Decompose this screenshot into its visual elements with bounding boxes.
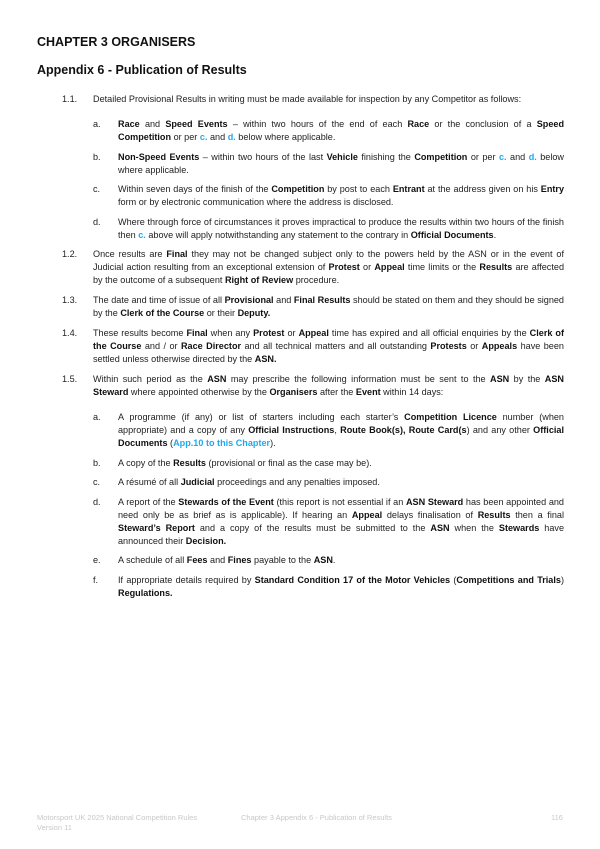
text-run: time has expired and all official enquiries by the bbox=[328, 328, 530, 338]
text-run: Where through force of circumstances it proves impractical to produce the results within two hours of the finish then bbox=[118, 216, 564, 240]
cross-reference-link[interactable]: d. bbox=[528, 151, 537, 162]
sub-clause-letter: c. bbox=[93, 184, 101, 194]
footer-page-number: 116 bbox=[551, 813, 563, 822]
text-run: form or by electronic communication where the address is disclosed. bbox=[118, 197, 394, 207]
text-run: or bbox=[359, 262, 375, 272]
bold-term: Speed Events bbox=[165, 119, 228, 129]
clause-1-2 bbox=[62, 248, 564, 287]
sub-clause bbox=[93, 574, 564, 600]
bold-term: Protest bbox=[328, 262, 360, 272]
text-run: A résumé of all bbox=[118, 477, 181, 487]
footer-rules-title: Motorsport UK 2025 National Competition Rules bbox=[37, 813, 198, 822]
cross-reference-link[interactable]: App.10 to this Chapter bbox=[173, 438, 271, 448]
bold-term: Clerk of the Course bbox=[120, 308, 205, 318]
bold-term: ASN bbox=[207, 374, 227, 384]
text-run: ) and any other bbox=[466, 425, 534, 435]
cross-reference-link[interactable]: c. bbox=[498, 151, 507, 162]
text-run: – within two hours of the end of each bbox=[227, 119, 408, 129]
text-run: and bbox=[139, 119, 166, 129]
sub-clause bbox=[93, 496, 564, 548]
text-run: they may not be changed subject only to the powers held by the ASN or in the event of Judicial action resulting from an exceptional extension of bbox=[93, 249, 564, 272]
bold-term: Route Book(s), Route Card(s bbox=[340, 425, 467, 435]
sub-clause-letter: d. bbox=[93, 496, 101, 507]
bold-term: Fees bbox=[186, 555, 208, 565]
text-run: have been settled unless otherwise directed by the bbox=[93, 341, 564, 364]
bold-term: ASN bbox=[490, 374, 510, 384]
clause-text bbox=[93, 294, 564, 320]
text-run: delays finalisation of bbox=[382, 509, 478, 520]
text-run: when any bbox=[207, 328, 254, 338]
bold-term: Final bbox=[186, 328, 208, 338]
bold-term: Regulations. bbox=[118, 587, 173, 598]
appendix-title: Appendix 6 - Publication of Results bbox=[37, 63, 247, 77]
bold-term: Stewards of the Event bbox=[178, 496, 274, 507]
text-run: are affected by the outcome of a subsequent bbox=[93, 262, 564, 285]
text-run: Within seven days of the finish of the bbox=[118, 184, 272, 194]
text-run: should be stated on them and they should be signed by the bbox=[93, 295, 564, 318]
sub-clause-text bbox=[118, 216, 564, 242]
bold-term: Deputy. bbox=[237, 308, 271, 318]
bold-term: Decision. bbox=[185, 535, 227, 546]
text-run: ( bbox=[167, 438, 174, 448]
sub-clause-letter: a. bbox=[93, 119, 101, 129]
bold-term: Stewards bbox=[498, 522, 540, 533]
bold-term: Non-Speed Events bbox=[118, 151, 200, 162]
text-run: or bbox=[284, 328, 299, 338]
clause-1-5 bbox=[62, 373, 564, 399]
bold-term: Race Director bbox=[180, 341, 242, 351]
sub-clause-list bbox=[93, 118, 564, 242]
text-run: number (when appropriate) and a copy of any bbox=[118, 412, 564, 435]
sub-clause-letter: e. bbox=[93, 555, 101, 565]
bold-term: Official Documents bbox=[410, 229, 494, 240]
text-run: finishing the bbox=[357, 151, 415, 162]
text-run: A schedule of all bbox=[118, 555, 187, 565]
bold-term: Results bbox=[479, 262, 513, 272]
bold-term: Clerk of the Course bbox=[93, 328, 565, 351]
sub-clause-list bbox=[93, 411, 564, 600]
bold-term: Entrant bbox=[392, 184, 425, 194]
bold-term: Protest bbox=[253, 328, 285, 338]
sub-clause bbox=[93, 457, 564, 470]
sub-clause-text bbox=[118, 496, 564, 548]
text-run: – within two hours of the last bbox=[199, 151, 327, 162]
bold-term: ASN Steward bbox=[93, 374, 564, 397]
text-run: by post to each bbox=[324, 184, 393, 194]
bold-term: Appeals bbox=[481, 341, 518, 351]
footer-version: Version 11 bbox=[37, 823, 72, 832]
bold-term: ASN bbox=[430, 522, 450, 533]
chapter-title: CHAPTER 3 ORGANISERS bbox=[37, 35, 196, 49]
bold-term: Official Instructions bbox=[248, 425, 335, 435]
clause-1-3 bbox=[62, 294, 564, 320]
sub-clause-letter: b. bbox=[93, 151, 101, 162]
bold-term: ASN bbox=[313, 555, 333, 565]
cross-reference-link[interactable]: c. bbox=[199, 132, 208, 142]
bold-term: Results bbox=[477, 509, 511, 520]
text-run: or their bbox=[204, 308, 238, 318]
bold-term: Competition bbox=[271, 184, 325, 194]
sub-clause bbox=[93, 118, 564, 144]
footer-section: Chapter 3 Appendix 6 - Publication of Results bbox=[241, 813, 392, 822]
bold-term: Final Results bbox=[293, 295, 351, 305]
text-run: when the bbox=[449, 522, 499, 533]
text-run: A report of the bbox=[118, 496, 179, 507]
text-run: after the bbox=[317, 387, 356, 397]
text-run: then a final bbox=[510, 509, 564, 520]
sub-clause-text bbox=[118, 151, 564, 177]
text-run: or per bbox=[467, 151, 499, 162]
text-run: have announced their bbox=[118, 522, 564, 546]
sub-clause bbox=[93, 411, 564, 450]
text-run: or per bbox=[171, 132, 200, 142]
clause-text bbox=[93, 373, 564, 399]
clause-number: 1.3. bbox=[62, 295, 78, 305]
bold-term: Appeal bbox=[351, 509, 383, 520]
text-run: time limits or the bbox=[404, 262, 480, 272]
bold-term: Competition Licence bbox=[404, 412, 497, 422]
bold-term: Entry bbox=[540, 184, 564, 194]
sub-clause-text bbox=[118, 118, 564, 144]
text-run: by the bbox=[509, 374, 545, 384]
text-run: at the address given on his bbox=[424, 184, 541, 194]
clause-number: 1.2. bbox=[62, 249, 78, 259]
text-run: and bbox=[506, 151, 529, 162]
bold-term: Provisional bbox=[224, 295, 274, 305]
clause-number: 1.1. bbox=[62, 94, 78, 104]
text-run: . bbox=[332, 555, 336, 565]
clause-1-1 bbox=[62, 93, 564, 106]
text-run: ). bbox=[270, 438, 276, 448]
bold-term: Standard Condition 17 of the Motor Vehicles bbox=[254, 574, 451, 585]
text-run: and / or bbox=[141, 341, 181, 351]
text-run: and all technical matters and all outstanding bbox=[241, 341, 431, 351]
bold-term: ASN. bbox=[254, 354, 277, 364]
bold-term: Speed Competition bbox=[118, 119, 564, 142]
text-run: Detailed Provisional Results in writing must be made available for inspection by any Competitor as follows: bbox=[93, 94, 522, 104]
text-run: . bbox=[493, 229, 497, 240]
clause-text bbox=[93, 93, 564, 106]
sub-clause bbox=[93, 554, 564, 567]
text-run: where appointed otherwise by the bbox=[128, 387, 270, 397]
bold-term: ASN Steward bbox=[405, 496, 464, 507]
text-run: and bbox=[207, 132, 228, 142]
sub-clause-text bbox=[118, 457, 564, 470]
sub-clause-text bbox=[118, 554, 564, 567]
sub-clause-text bbox=[118, 574, 564, 600]
sub-clause-letter: b. bbox=[93, 457, 101, 468]
text-run: and bbox=[207, 555, 228, 565]
footer-left bbox=[37, 813, 197, 833]
sub-clause-letter: c. bbox=[93, 477, 101, 487]
bold-term: Competitions and Trials bbox=[456, 574, 561, 585]
bold-term: Organisers bbox=[269, 387, 318, 397]
text-run: (this report is not essential if an bbox=[273, 496, 406, 507]
text-run: Once results are bbox=[93, 249, 167, 259]
bold-term: Vehicle bbox=[326, 151, 358, 162]
bold-term: Appeal bbox=[298, 328, 329, 338]
text-run: procedure. bbox=[293, 275, 340, 285]
text-run: (provisional or final as the case may be). bbox=[205, 457, 372, 468]
clause-1-4 bbox=[62, 327, 564, 366]
text-run: and a copy of the results must be submitted to the bbox=[194, 522, 431, 533]
clause-number: 1.4. bbox=[62, 328, 78, 338]
text-run: has been appointed and need only be as brief as is applicable). If hearing an bbox=[118, 496, 564, 520]
text-run: ( bbox=[450, 574, 457, 585]
text-run: below where applicable. bbox=[118, 151, 565, 175]
bold-term: Protests bbox=[430, 341, 467, 351]
text-run: payable to the bbox=[251, 555, 314, 565]
text-run: Within such period as the bbox=[93, 374, 208, 384]
sub-clause-letter: d. bbox=[93, 216, 101, 227]
sub-clause-text bbox=[118, 411, 564, 450]
text-run: or bbox=[466, 341, 482, 351]
text-run: A copy of the bbox=[118, 457, 174, 468]
bold-term: Official Documents bbox=[118, 425, 564, 448]
cross-reference-link[interactable]: c. bbox=[138, 229, 146, 240]
document-body bbox=[62, 93, 564, 606]
bold-term: Right of Review bbox=[224, 275, 294, 285]
clause-number: 1.5. bbox=[62, 374, 78, 384]
sub-clause-text bbox=[118, 183, 564, 209]
bold-term: Final bbox=[166, 249, 188, 259]
text-run: A programme (if any) or list of starters including each starter’s bbox=[118, 412, 405, 422]
sub-clause bbox=[93, 476, 564, 489]
text-run: , bbox=[334, 425, 341, 435]
bold-term: Results bbox=[173, 457, 206, 468]
text-run: proceedings and any penalties imposed. bbox=[214, 477, 380, 487]
bold-term: Competition bbox=[414, 151, 468, 162]
sub-clause bbox=[93, 216, 564, 242]
sub-clause-letter: f. bbox=[93, 574, 99, 585]
text-run: The date and time of issue of all bbox=[93, 295, 225, 305]
sub-clause-text bbox=[118, 476, 564, 489]
bold-term: Fines bbox=[227, 555, 252, 565]
text-run: within 14 days: bbox=[380, 387, 444, 397]
text-run: above will apply notwithstanding any statement to the contrary in bbox=[145, 229, 411, 240]
text-run: below where applicable. bbox=[235, 132, 336, 142]
bold-term: Judicial bbox=[180, 477, 215, 487]
text-run: and bbox=[273, 295, 294, 305]
clause-text bbox=[93, 248, 564, 287]
bold-term: Steward’s Report bbox=[118, 522, 195, 533]
bold-term: Race bbox=[407, 119, 430, 129]
clause-text bbox=[93, 327, 564, 366]
text-run: These results become bbox=[93, 328, 187, 338]
cross-reference-link[interactable]: d. bbox=[227, 132, 236, 142]
text-run: If appropriate details required by bbox=[118, 574, 255, 585]
text-run: or the conclusion of a bbox=[429, 119, 537, 129]
sub-clause-letter: a. bbox=[93, 412, 101, 422]
sub-clause bbox=[93, 183, 564, 209]
text-run: ) bbox=[560, 574, 564, 585]
text-run: may prescribe the following information must be sent to the bbox=[226, 374, 491, 384]
bold-term: Event bbox=[355, 387, 381, 397]
bold-term: Race bbox=[118, 119, 140, 129]
sub-clause bbox=[93, 151, 564, 177]
bold-term: Appeal bbox=[374, 262, 405, 272]
